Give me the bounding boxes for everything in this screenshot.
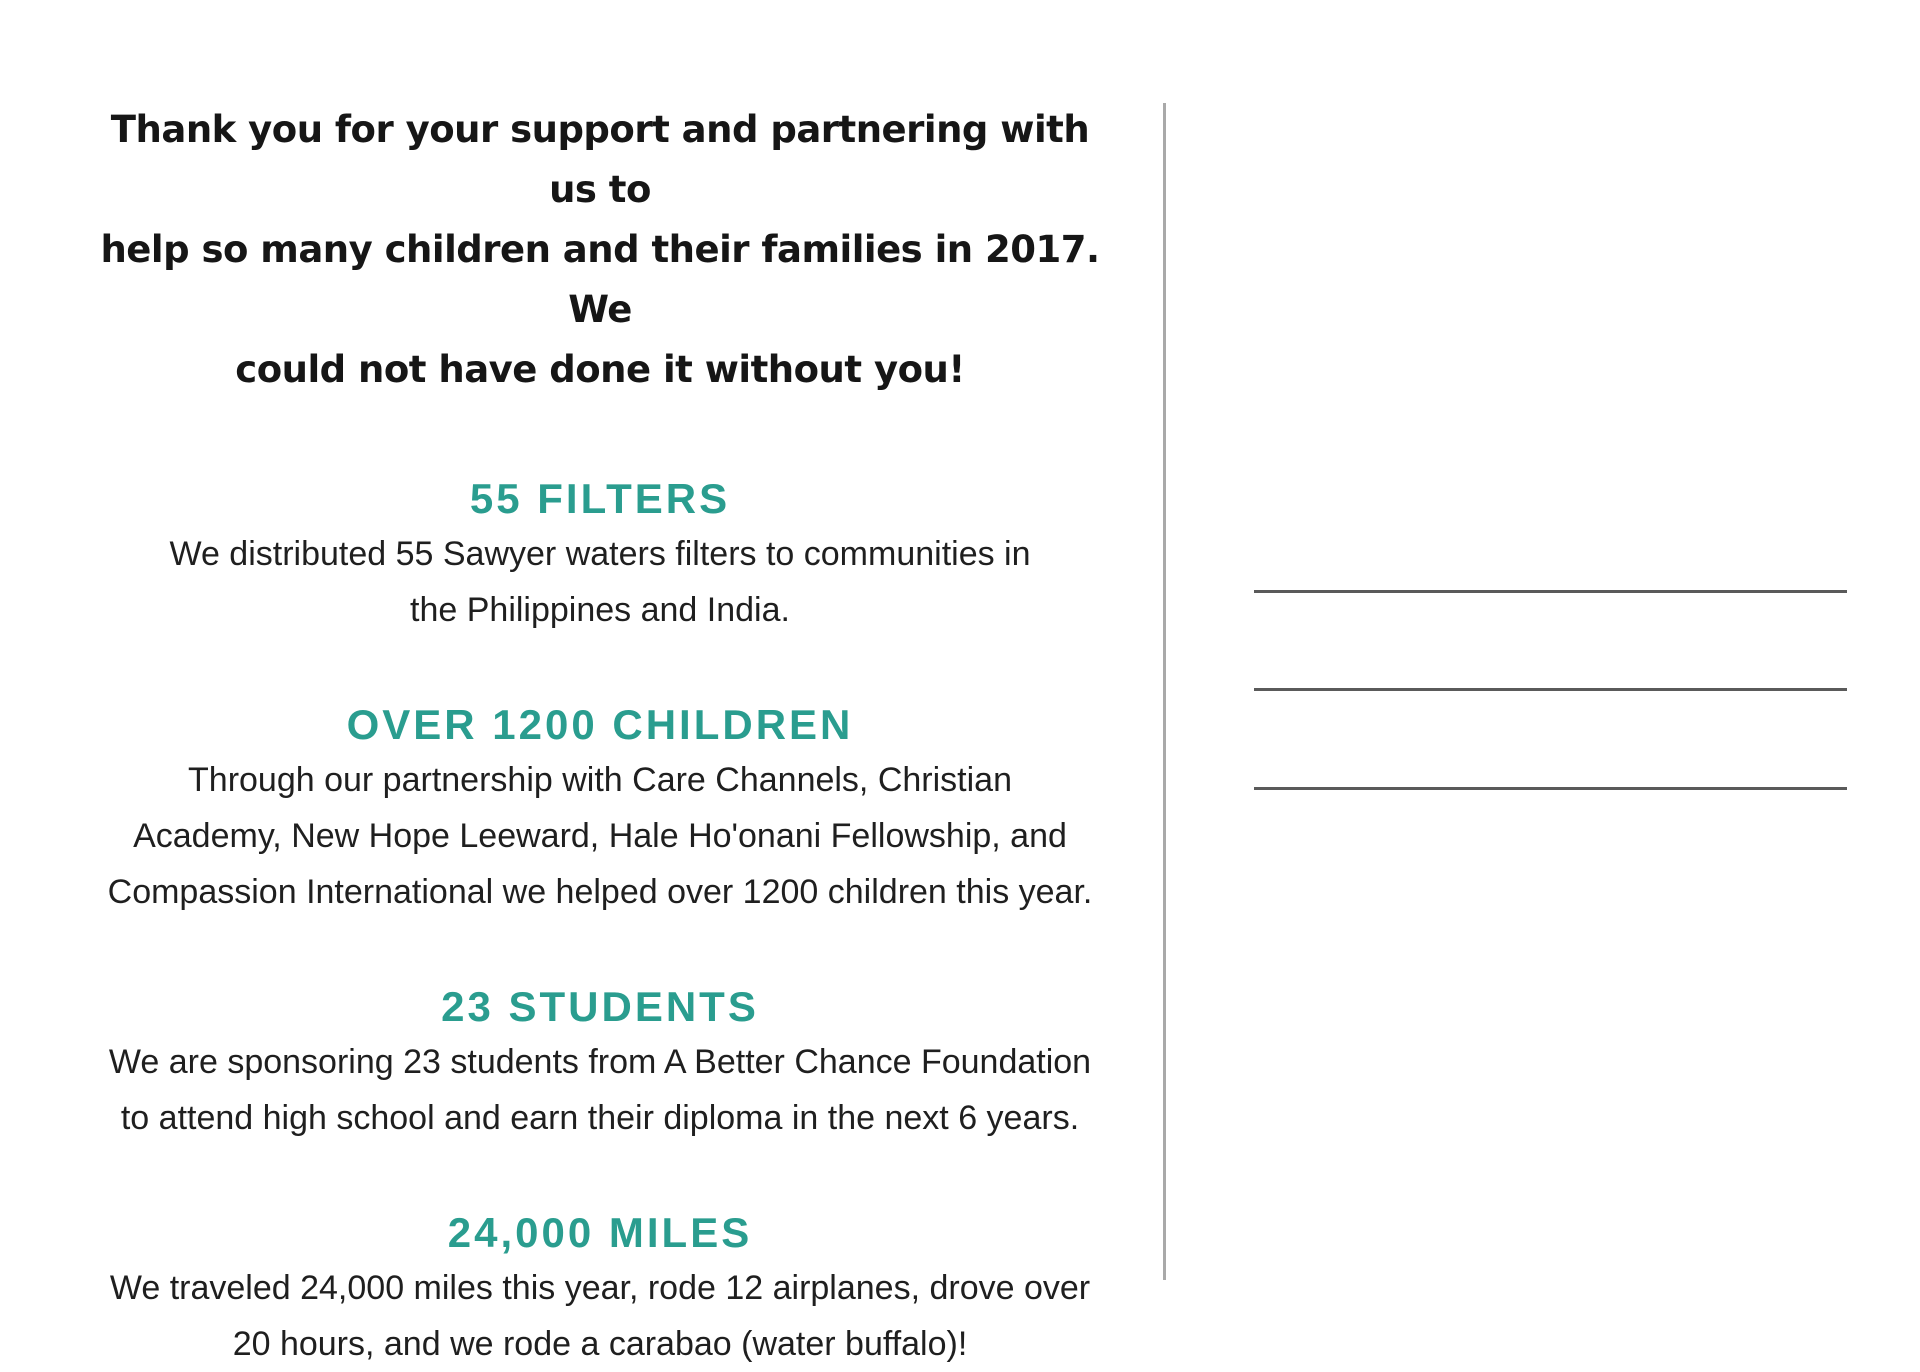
thank-you-line-3: could not have done it without you! [235,348,965,391]
stat-text-line: 20 hours, and we rode a carabao (water buffalo)! [232,1325,968,1363]
stat-text-line: Compassion International we helped over 1200 children this year. [107,873,1093,911]
stat-text-line: We traveled 24,000 miles this year, rode 12 airplanes, drove over [109,1269,1091,1307]
stat-text-line: Through our partnership with Care Channels, Christian [188,761,1012,799]
stat-children [60,698,1140,920]
stat-filters [60,472,1140,638]
address-line-1 [1254,590,1847,593]
stat-heading: 23 STUDENTS [441,983,759,1030]
address-line-3 [1254,787,1847,790]
stat-heading: OVER 1200 CHILDREN [346,701,854,748]
thank-you-line-1: Thank you for your support and partnering with us to [110,108,1090,211]
stat-students [60,980,1140,1146]
stat-text-line: to attend high school and earn their diploma in the next 6 years. [120,1099,1080,1137]
thank-you-message [100,100,1100,400]
stat-text-line: We are sponsoring 23 students from A Better Chance Foundation [108,1043,1092,1081]
stat-text-line: We distributed 55 Sawyer waters filters to communities in [169,535,1031,573]
stat-heading: 24,000 MILES [447,1209,753,1256]
address-line-2 [1254,688,1847,691]
stat-miles [60,1206,1140,1372]
stat-heading: 55 FILTERS [469,475,731,522]
thank-you-line-2: help so many children and their families in 2017. We [100,228,1100,331]
stat-text-line: the Philippines and India. [410,591,790,629]
postcard-divider [1163,103,1166,1280]
message-column [60,100,1140,1372]
stat-text-line: Academy, New Hope Leeward, Hale Ho'onani Fellowship, and [133,817,1067,855]
